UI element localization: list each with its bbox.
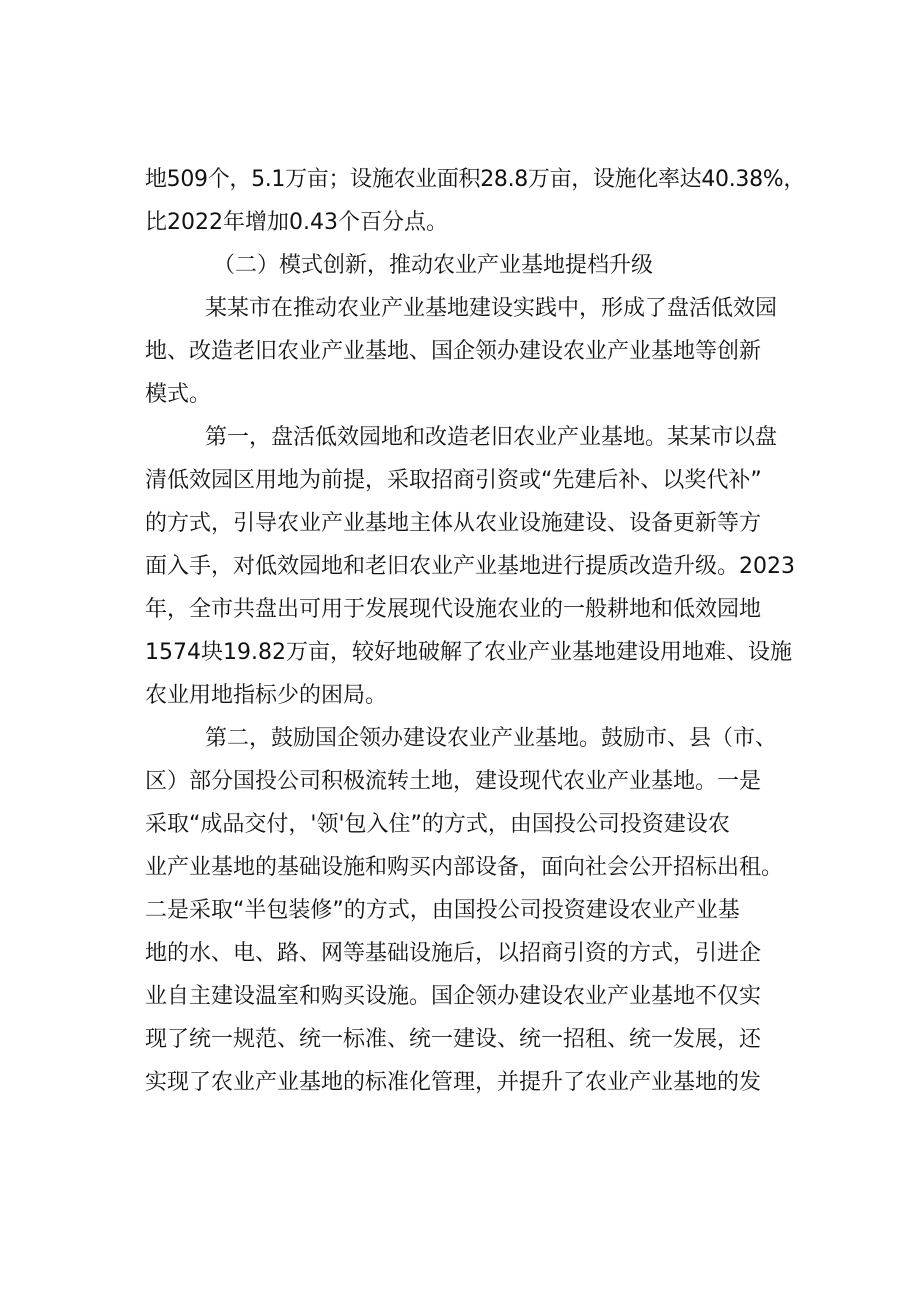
text-line: 业产业基地的基础设施和购买内部设备，面向社会公开招标出租。: [145, 855, 784, 880]
text-line: 比2022年增加0.43个百分点。: [145, 210, 448, 235]
text-line: 模式。: [145, 382, 212, 407]
paragraph-first-line: 第二，鼓励国企领办建设农业产业基地。鼓励市、县（市、: [205, 726, 778, 751]
text-line: 1574块19.82万亩，较好地破解了农业产业基地建设用地难、设施: [145, 640, 792, 665]
paragraph-first-line: 第一，盘活低效园地和改造老旧农业产业基地。某某市以盘: [205, 425, 778, 450]
text-line: 年，全市共盘出可用于发展现代设施农业的一般耕地和低效园地: [145, 597, 762, 622]
text-line: 农业用地指标少的困局。: [145, 683, 388, 708]
text-line: 地509个，5.1万亩；设施农业面积28.8万亩，设施化率达40.38%，: [145, 167, 806, 192]
text-line: 的方式，引导农业产业基地主体从农业设施建设、设备更新等方: [145, 511, 762, 536]
text-line: 现了统一规范、统一标准、统一建设、统一招租、统一发展，还: [145, 1027, 762, 1052]
text-line: 二是采取“半包装修”的方式，由国投公司投资建设农业产业基: [145, 898, 740, 923]
text-line: 实现了农业产业基地的标准化管理，并提升了农业产业基地的发: [145, 1070, 762, 1095]
text-line: 区）部分国投公司积极流转土地，建设现代农业产业基地。一是: [145, 769, 762, 794]
text-line: 地、改造老旧农业产业基地、国企领办建设农业产业基地等创新: [145, 339, 762, 364]
section-heading: （二）模式创新，推动农业产业基地提档升级: [213, 253, 654, 278]
text-line: 地的水、电、路、网等基础设施后，以招商引资的方式，引进企: [145, 941, 762, 966]
paragraph-first-line: 某某市在推动农业产业基地建设实践中，形成了盘活低效园: [205, 296, 778, 321]
text-line: 采取“成品交付，'领'包入住”的方式，由国投公司投资建设农: [145, 812, 730, 837]
text-line: 业自主建设温室和购买设施。国企领办建设农业产业基地不仅实: [145, 984, 762, 1009]
text-line: 面入手，对低效园地和老旧农业产业基地进行提质改造升级。2023: [145, 554, 795, 579]
document-body: [145, 158, 805, 1104]
text-line: 清低效园区用地为前提，采取招商引资或“先建后补、以奖代补”: [145, 468, 762, 493]
